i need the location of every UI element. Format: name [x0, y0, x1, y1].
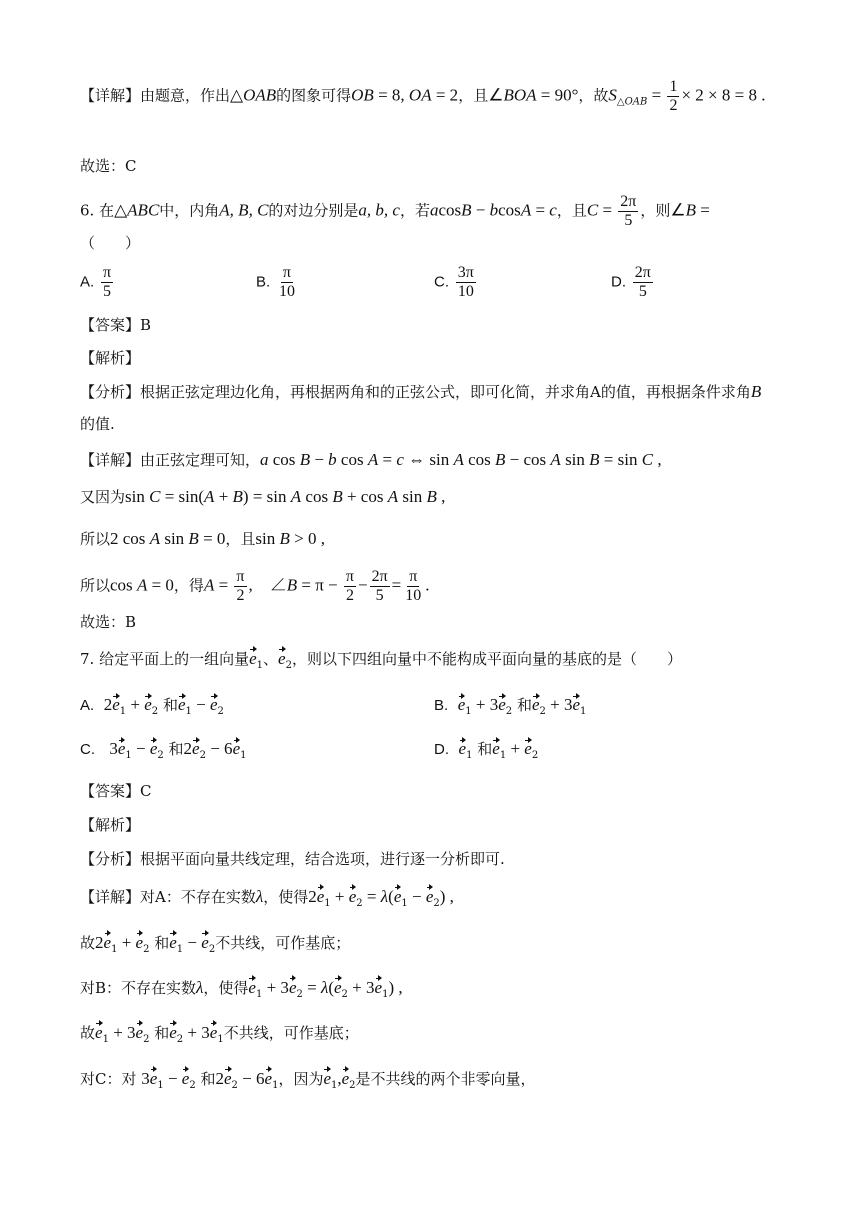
option-B: B. $\frac{\pi}{10}$: [256, 264, 295, 300]
question-6-paren: （ ）: [80, 234, 141, 252]
detail-line-5: 【详解】由题意，作出△OAB的图象可得OB = 8, OA = 2，且∠BOA = 90°，故$S_{\triangle OAB}$ = $\frac{1}{2}$ × 2 × 8 = 8 .: [80, 78, 766, 114]
option-A-7: A. $2e_1 + e_2$ 和$e_1 - e_2$: [80, 695, 224, 717]
answer-7: 【答案】C: [80, 782, 152, 800]
answer-choice-6: 故选：B: [80, 613, 137, 631]
answer-6: 【答案】B: [80, 316, 152, 334]
text: 【详解】由题意，作出: [80, 86, 231, 105]
jiexi-6: 【解析】: [80, 349, 141, 367]
question-7-stem: 7. 给定平面上的一组向量$e_1$、$e_2$，则以下四组向量中不能构成平面向量的基底的是（ ）: [80, 649, 682, 671]
option-B-7: B. $e_1 + 3e_2$ 和$e_2 + 3e_1$: [434, 695, 587, 717]
analysis-6-cont: 的值.: [80, 415, 115, 433]
text: 的图象可得: [276, 86, 352, 105]
detail-7-2: 故$2e_1 + e_2$ 和$e_1 - e_2$不共线，可作基底；: [80, 933, 351, 955]
text: ，故: [578, 86, 609, 105]
option-C-7: C. $3e_1 - e_2$ 和$2e_2 - 6e_1$: [80, 739, 247, 761]
option-D: D. $\frac{2\pi}{5}$: [611, 264, 651, 300]
jiexi-7: 【解析】: [80, 816, 141, 834]
detail-6-3: 所以2 cos A sin B = 0，且sin B > 0 ,: [80, 529, 325, 548]
detail-6-2: 又因为sin C = sin(A + B) = sin A cos B + cos A sin B ,: [80, 487, 446, 506]
answer-choice-5: 故选：C: [80, 157, 137, 175]
detail-6-4: 所以cos A = 0，得A = $\frac{\pi}{2}$ , ∠B = π − $\frac{\pi}{2}$ − $\frac{2\pi}{5}$ = $\frac{\pi}{10}$ .: [80, 568, 430, 604]
analysis-7: 【分析】根据平面向量共线定理，结合选项，进行逐一分析即可.: [80, 850, 505, 868]
option-C: C. $\frac{3\pi}{10}$: [434, 264, 474, 300]
detail-7-5: 对C：对 $3e_1 - e_2$ 和$2e_2 - 6e_1$，因为$e_1,e_2$是不共线的两个非零向量，: [80, 1069, 536, 1091]
question-6-stem: 6. 在△ABC中，内角A, B, C的对边分别是a, b, c，若acosB − bcosA = c，且C = $\frac{2\pi}{5}$ ，则∠B =: [80, 193, 710, 229]
detail-6-1: 【详解】由正弦定理可知，a cos B − b cos A = c ⇔ sin A cos B − cos A sin B = sin C ,: [80, 450, 662, 469]
detail-7-4: 故$e_1 + 3e_2$ 和$e_2 + 3e_1$不共线，可作基底；: [80, 1023, 359, 1045]
analysis-6: 【分析】根据正弦定理边化角，再根据两角和的正弦公式，即可化简，并求角A的值，再根据条件求角B: [80, 382, 762, 401]
detail-7-3: 对B：不存在实数λ，使得$e_1 + 3e_2 = \lambda(e_2 + 3e_1)$ ,: [80, 978, 403, 1000]
option-A: A. $\frac{\pi}{5}$: [80, 264, 112, 300]
option-D-7: D. $e_1$ 和$e_1 + e_2$: [434, 739, 539, 761]
text: ，且: [458, 86, 489, 105]
detail-7-1: 【详解】对A：不存在实数λ，使得$2e_1 + e_2 = \lambda(e_1 - e_2)$ ,: [80, 887, 454, 909]
